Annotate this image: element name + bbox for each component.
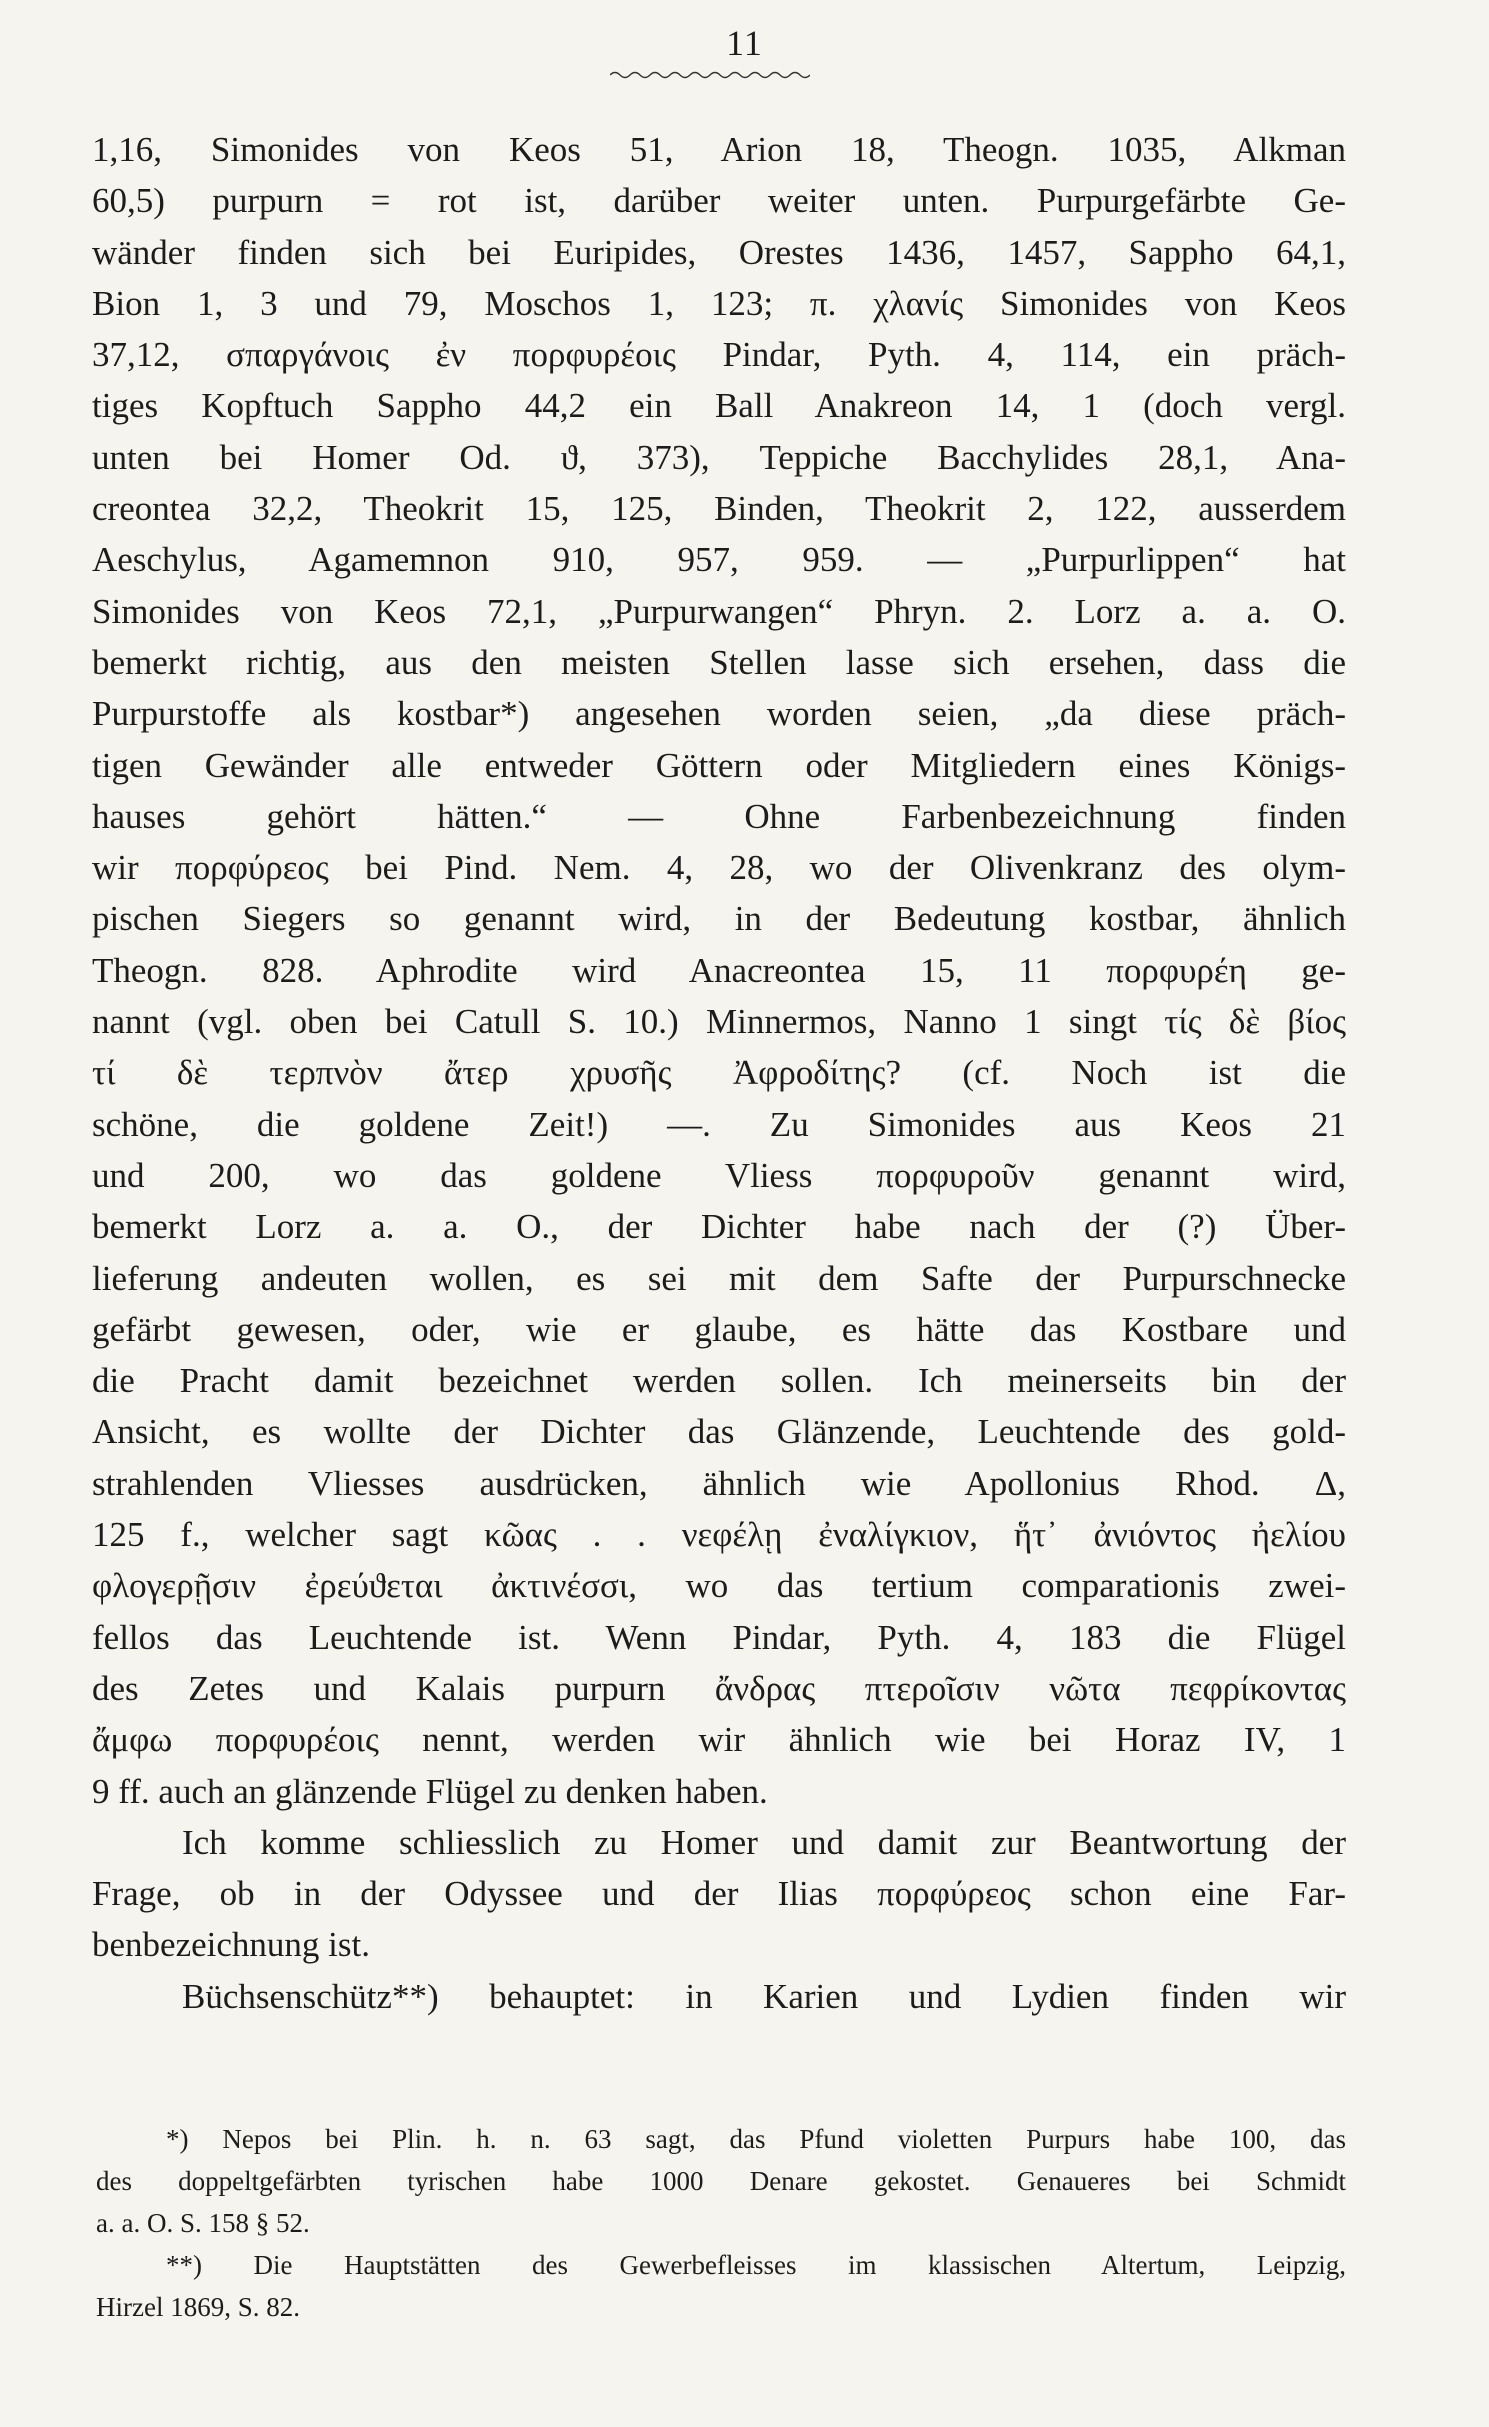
text-line: die Pracht damit bezeichnet werden sollen. Ich meinerseits bin der — [92, 1361, 1346, 1401]
text-line: creontea 32,2, Theokrit 15, 125, Binden, Theokrit 2, 122, ausserdem — [92, 489, 1346, 529]
text-line: Purpurstoffe als kostbar*) angesehen worden seien, „da diese präch- — [92, 694, 1346, 734]
text-line: Frage, ob in der Odyssee und der Ilias πορφύρεος schon eine Far- — [92, 1874, 1346, 1914]
text-line: 9 ff. auch an glänzende Flügel zu denken haben. — [92, 1771, 768, 1811]
footnote-line: *) Nepos bei Plin. h. n. 63 sagt, das Pfund violetten Purpurs habe 100, das — [166, 2124, 1346, 2154]
text-line: τί δὲ τερπνὸν ἄτερ χρυσῆς Ἀφροδίτης? (cf. Noch ist die — [92, 1053, 1346, 1093]
text-line: 1,16, Simonides von Keos 51, Arion 18, Theogn. 1035, Alkman — [92, 130, 1346, 169]
body-text — [92, 124, 1346, 2022]
text-line: und 200, wo das goldene Vliess πορφυροῦν genannt wird, — [92, 1155, 1346, 1195]
text-line: Büchsenschütz**) behauptet: in Karien und Lydien finden wir — [182, 1976, 1346, 2016]
text-line: Simonides von Keos 72,1, „Purpurwangen“ Phryn. 2. Lorz a. a. O. — [92, 591, 1346, 631]
text-line: 60,5) purpurn = rot ist, darüber weiter unten. Purpurgefärbte Ge- — [92, 181, 1346, 221]
text-line: bemerkt Lorz a. a. O., der Dichter habe nach der (?) Über- — [92, 1207, 1346, 1247]
text-line: 37,12, σπαργάνοις ἐν πορφυρέοις Pindar, Pyth. 4, 114, ein präch- — [92, 335, 1346, 375]
text-line: tiges Kopftuch Sappho 44,2 ein Ball Anakreon 14, 1 (doch vergl. — [92, 386, 1346, 426]
text-line: unten bei Homer Od. ϑ, 373), Teppiche Bacchylides 28,1, Ana- — [92, 437, 1346, 477]
text-line: Ansicht, es wollte der Dichter das Glänzende, Leuchtende des gold- — [92, 1412, 1346, 1452]
text-line: bemerkt richtig, aus den meisten Stellen lasse sich ersehen, dass die — [92, 642, 1346, 682]
text-line: fellos das Leuchtende ist. Wenn Pindar, Pyth. 4, 183 die Flügel — [92, 1617, 1346, 1657]
footnote-line: Hirzel 1869, S. 82. — [96, 2292, 300, 2322]
text-line: schöne, die goldene Zeit!) —. Zu Simonides aus Keos 21 — [92, 1104, 1346, 1144]
footnotes — [96, 2118, 1346, 2328]
text-line: ἄμφω πορφυρέοις nennt, werden wir ähnlich wie bei Horaz IV, 1 — [92, 1720, 1346, 1760]
text-line: hauses gehört hätten.“ — Ohne Farbenbezeichnung finden — [92, 796, 1346, 836]
footnote-line: **) Die Hauptstätten des Gewerbefleisses im klassischen Altertum, Leipzig, — [166, 2250, 1346, 2280]
text-line: des Zetes und Kalais purpurn ἄνδρας πτεροῖσιν νῶτα πεφρίκοντας — [92, 1668, 1346, 1708]
text-line: wir πορφύρεος bei Pind. Nem. 4, 28, wo der Olivenkranz des olym- — [92, 848, 1346, 888]
text-line: benbezeichnung ist. — [92, 1925, 370, 1965]
text-line: wänder finden sich bei Euripides, Orestes 1436, 1457, Sappho 64,1, — [92, 232, 1346, 272]
text-line: φλογερῇσιν ἐρεύϑεται ἀκτινέσσι, wo das tertium comparationis zwei- — [92, 1566, 1346, 1606]
text-line: 125 f., welcher sagt κῶας . . νεφέλῃ ἐναλίγκιον, ἥτ᾽ ἀνιόντος ἠελίου — [92, 1515, 1346, 1555]
text-line: Aeschylus, Agamemnon 910, 957, 959. — „Purpurlippen“ hat — [92, 540, 1346, 580]
text-line: gefärbt gewesen, oder, wie er glaube, es hätte das Kostbare und — [92, 1309, 1346, 1349]
footnote-line: des doppeltgefärbten tyrischen habe 1000 Denare gekostet. Genaueres bei Schmidt — [96, 2166, 1346, 2196]
header-ornament — [610, 70, 810, 80]
page-number: 11 — [726, 23, 763, 63]
text-line: lieferung andeuten wollen, es sei mit dem Safte der Purpurschnecke — [92, 1258, 1346, 1298]
text-line: Ich komme schliesslich zu Homer und damit zur Beantwortung der — [182, 1822, 1346, 1862]
text-line: nannt (vgl. oben bei Catull S. 10.) Minnermos, Nanno 1 singt τίς δὲ βίος — [92, 1002, 1346, 1042]
text-line: Bion 1, 3 und 79, Moschos 1, 123; π. χλανίς Simonides von Keos — [92, 283, 1346, 323]
text-line: strahlenden Vliesses ausdrücken, ähnlich wie Apollonius Rhod. Δ, — [92, 1463, 1346, 1503]
footnote-line: a. a. O. S. 158 § 52. — [96, 2208, 310, 2238]
text-line: Theogn. 828. Aphrodite wird Anacreontea 15, 11 πορφυρέη ge- — [92, 950, 1346, 990]
text-line: tigen Gewänder alle entweder Göttern oder Mitgliedern eines Königs- — [92, 745, 1346, 785]
text-line: pischen Siegers so genannt wird, in der Bedeutung kostbar, ähnlich — [92, 899, 1346, 939]
